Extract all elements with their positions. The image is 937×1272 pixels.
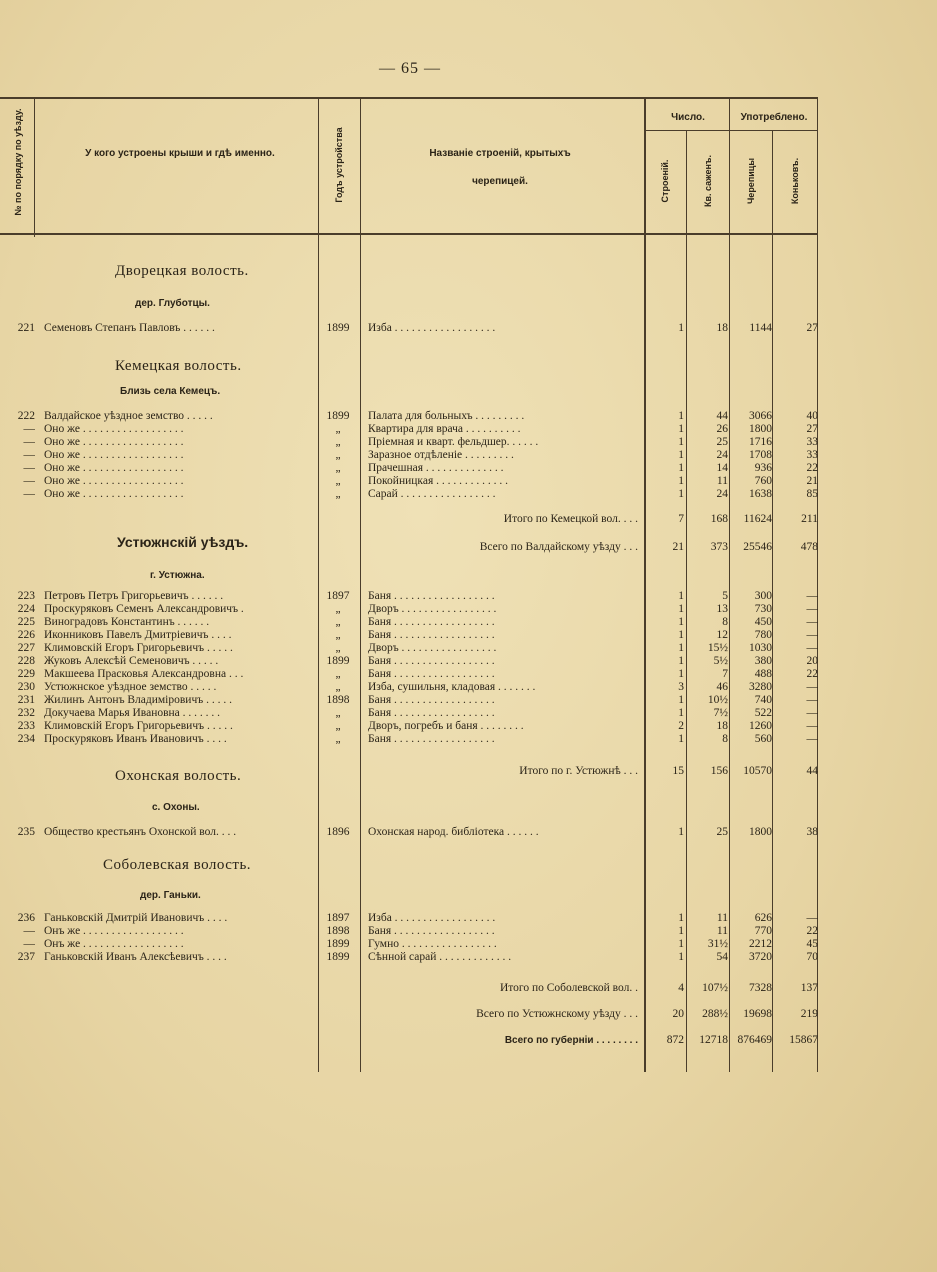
owner-cell: Макшеева Прасковья Александровна . . .: [44, 668, 244, 680]
table-row: [0, 707, 820, 720]
count-buildings-cell: 1: [678, 616, 684, 628]
total-ustyuzhna: [0, 765, 820, 778]
total-value: 156: [710, 765, 728, 777]
count-buildings-cell: 1: [678, 925, 684, 937]
year-cell: „: [335, 642, 341, 654]
owner-cell: Ганьковскій Иванъ Алексѣевичъ . . . .: [44, 951, 227, 963]
count-sazhen-cell: 7: [722, 668, 728, 680]
tiles-cell: 1708: [749, 449, 772, 461]
owner-cell: Оно же . . . . . . . . . . . . . . . . . .: [44, 475, 184, 487]
count-sazhen-cell: 24: [716, 449, 728, 461]
tiles-cell: 1638: [749, 488, 772, 500]
year-cell: 1899: [326, 410, 350, 422]
building-cell: Баня . . . . . . . . . . . . . . . . . .: [368, 590, 495, 602]
table-row: [0, 668, 820, 681]
row-number: 229: [17, 668, 35, 680]
place-glubotsy: дер. Глуботцы.: [135, 298, 210, 309]
table-top-rule: [0, 97, 818, 99]
table-row: [0, 449, 820, 462]
building-cell: Пріемная и кварт. фельдшер. . . . . .: [368, 436, 539, 448]
total-value: 25546: [743, 541, 772, 553]
year-cell: 1899: [326, 655, 350, 667]
row-number: 222: [17, 410, 35, 422]
section-sobolev: Соболевская волость.: [103, 857, 252, 873]
table-row: [0, 410, 820, 423]
row-number: 224: [17, 603, 35, 615]
year-cell: 1898: [326, 694, 350, 706]
total-label: Всего по Валдайскому уѣзду . . .: [479, 541, 638, 553]
owner-cell: Оно же . . . . . . . . . . . . . . . . . .: [44, 462, 184, 474]
group-rule: [646, 130, 817, 131]
ridge-cell: —: [806, 912, 818, 924]
year-cell: „: [335, 668, 341, 680]
ridge-cell: —: [806, 603, 818, 615]
count-sazhen-cell: 46: [716, 681, 728, 693]
row-number: —: [23, 925, 35, 937]
owner-cell: Семеновъ Степанъ Павловъ . . . . . .: [44, 322, 215, 334]
table-row: [0, 826, 820, 839]
total-value: 876469: [737, 1034, 772, 1046]
table-row: [0, 938, 820, 951]
table-row: [0, 629, 820, 642]
year-cell: „: [335, 616, 341, 628]
year-cell: „: [335, 733, 341, 745]
count-buildings-cell: 3: [678, 681, 684, 693]
year-cell: 1897: [326, 912, 350, 924]
count-sazhen-cell: 7½: [713, 707, 728, 719]
building-cell: Охонская народ. библіотека . . . . . .: [368, 826, 539, 838]
tiles-cell: 380: [754, 655, 772, 667]
count-buildings-cell: 1: [678, 410, 684, 422]
table-row: [0, 616, 820, 629]
count-buildings-cell: 1: [678, 488, 684, 500]
tiles-cell: 3280: [749, 681, 772, 693]
count-sazhen-cell: 5½: [713, 655, 728, 667]
year-cell: „: [335, 681, 341, 693]
table-row: [0, 720, 820, 733]
building-cell: Заразное отдѣленіе . . . . . . . . .: [368, 449, 514, 461]
total-value: 20: [672, 1008, 684, 1020]
count-sazhen-cell: 8: [722, 733, 728, 745]
row-number: 232: [17, 707, 35, 719]
tiles-cell: 3720: [749, 951, 772, 963]
section-ustyuzh-uezd: Устюжнскій уѣздъ.: [117, 534, 249, 550]
row-number: —: [23, 462, 35, 474]
total-label: Итого по Кемецкой вол. . . .: [503, 513, 638, 525]
col-rule: [34, 97, 35, 237]
ridge-cell: 27: [806, 423, 818, 435]
building-cell: Сарай . . . . . . . . . . . . . . . . .: [368, 488, 496, 500]
row-number: —: [23, 436, 35, 448]
building-cell: Изба, сушильня, кладовая . . . . . . .: [368, 681, 536, 693]
year-cell: 1898: [326, 925, 350, 937]
header-used-ridge: Коньковъ.: [790, 157, 800, 205]
table-row: [0, 951, 820, 964]
owner-cell: Оно же . . . . . . . . . . . . . . . . . .: [44, 488, 184, 500]
ridge-cell: 22: [806, 462, 818, 474]
ridge-cell: —: [806, 694, 818, 706]
count-buildings-cell: 2: [678, 720, 684, 732]
row-number: 234: [17, 733, 35, 745]
owner-cell: Проскуряковъ Семенъ Александровичъ .: [44, 603, 244, 615]
header-building: Названіе строеній, крытыхъ черепицей.: [429, 148, 571, 187]
table-row: [0, 423, 820, 436]
building-cell: Баня . . . . . . . . . . . . . . . . . .: [368, 925, 495, 937]
row-number: 231: [17, 694, 35, 706]
row-number: 230: [17, 681, 35, 693]
count-buildings-cell: 1: [678, 423, 684, 435]
year-cell: „: [335, 488, 341, 500]
table-row: [0, 603, 820, 616]
count-buildings-cell: 1: [678, 655, 684, 667]
section-okhon: Охонская волость.: [115, 768, 242, 784]
count-sazhen-cell: 11: [716, 475, 728, 487]
count-buildings-cell: 1: [678, 707, 684, 719]
table-row: [0, 475, 820, 488]
building-cell: Палата для больныхъ . . . . . . . . .: [368, 410, 525, 422]
tiles-cell: 1800: [749, 826, 772, 838]
ridge-cell: 21: [806, 475, 818, 487]
owner-cell: Петровъ Петръ Григорьевичъ . . . . . .: [44, 590, 224, 602]
count-buildings-cell: 1: [678, 462, 684, 474]
tiles-cell: 770: [754, 925, 772, 937]
table-row: [0, 694, 820, 707]
total-value: 44: [806, 765, 818, 777]
tiles-cell: 2212: [749, 938, 772, 950]
table-row: [0, 733, 820, 746]
table-row: [0, 436, 820, 449]
table-row: [0, 590, 820, 603]
count-sazhen-cell: 12: [716, 629, 728, 641]
ridge-cell: 27: [806, 322, 818, 334]
row-number: 226: [17, 629, 35, 641]
total-valdai: [0, 541, 820, 554]
tiles-cell: 730: [754, 603, 772, 615]
place-ustyuzhna: г. Устюжна.: [150, 570, 205, 581]
total-value: 7: [678, 513, 684, 525]
header-owner: У кого устроены крыши и гдѣ именно.: [85, 148, 275, 159]
tiles-cell: 1144: [749, 322, 772, 334]
count-sazhen-cell: 5: [722, 590, 728, 602]
header-used-group: Употреблено.: [740, 112, 808, 123]
row-number: 235: [17, 826, 35, 838]
year-cell: „: [335, 707, 341, 719]
tiles-cell: 450: [754, 616, 772, 628]
table-row: [0, 462, 820, 475]
tiles-cell: 780: [754, 629, 772, 641]
row-number: —: [23, 938, 35, 950]
building-cell: Прачешная . . . . . . . . . . . . . .: [368, 462, 504, 474]
year-cell: 1897: [326, 590, 350, 602]
row-number: 225: [17, 616, 35, 628]
year-cell: „: [335, 449, 341, 461]
building-cell: Квартира для врача . . . . . . . . . .: [368, 423, 521, 435]
row-number: 233: [17, 720, 35, 732]
tiles-cell: 1800: [749, 423, 772, 435]
ridge-cell: —: [806, 629, 818, 641]
place-ganki: дер. Ганьки.: [140, 890, 201, 901]
building-cell: Изба . . . . . . . . . . . . . . . . . .: [368, 322, 496, 334]
header-count-group: Число.: [671, 112, 705, 123]
building-cell: Баня . . . . . . . . . . . . . . . . . .: [368, 629, 495, 641]
total-province: [0, 1034, 820, 1047]
ridge-cell: —: [806, 616, 818, 628]
count-buildings-cell: 1: [678, 912, 684, 924]
owner-cell: Онъ же . . . . . . . . . . . . . . . . . .: [44, 925, 184, 937]
total-value: 137: [800, 982, 818, 994]
ridge-cell: 38: [806, 826, 818, 838]
tiles-cell: 1030: [749, 642, 772, 654]
count-sazhen-cell: 26: [716, 423, 728, 435]
tiles-cell: 488: [754, 668, 772, 680]
tiles-cell: 936: [754, 462, 772, 474]
table-row: [0, 681, 820, 694]
count-buildings-cell: 1: [678, 938, 684, 950]
tiles-cell: 626: [754, 912, 772, 924]
ridge-cell: 85: [806, 488, 818, 500]
count-buildings-cell: 1: [678, 826, 684, 838]
ridge-cell: —: [806, 733, 818, 745]
count-buildings-cell: 1: [678, 322, 684, 334]
header-count-sazhen: Кв. саженъ.: [703, 155, 713, 207]
total-kemets: [0, 513, 820, 526]
total-sobolev: [0, 982, 820, 995]
tiles-cell: 560: [754, 733, 772, 745]
row-number: 221: [17, 322, 35, 334]
place-okhony: с. Охоны.: [152, 802, 200, 813]
tiles-cell: 1716: [749, 436, 772, 448]
owner-cell: Иконниковъ Павелъ Дмитріевичъ . . . .: [44, 629, 232, 641]
header-bottom-rule: [0, 233, 818, 235]
ridge-cell: 22: [806, 925, 818, 937]
building-cell: Баня . . . . . . . . . . . . . . . . . .: [368, 707, 495, 719]
year-cell: 1899: [326, 322, 350, 334]
owner-cell: Устюжнское уѣздное земство . . . . .: [44, 681, 217, 693]
owner-cell: Докучаева Марья Ивановна . . . . . . .: [44, 707, 221, 719]
tiles-cell: 522: [754, 707, 772, 719]
total-value: 15867: [789, 1034, 818, 1046]
section-kemets: Кемецкая волость.: [115, 358, 242, 374]
owner-cell: Онъ же . . . . . . . . . . . . . . . . . .: [44, 938, 184, 950]
ridge-cell: 70: [806, 951, 818, 963]
owner-cell: Ганьковскій Дмитрій Ивановичъ . . . .: [44, 912, 228, 924]
row-number: —: [23, 449, 35, 461]
total-value: 15: [672, 765, 684, 777]
total-value: 4: [678, 982, 684, 994]
count-sazhen-cell: 18: [716, 322, 728, 334]
building-cell: Покойницкая . . . . . . . . . . . . .: [368, 475, 508, 487]
total-value: 7328: [749, 982, 772, 994]
total-value: 11624: [743, 513, 772, 525]
building-cell: Баня . . . . . . . . . . . . . . . . . .: [368, 655, 495, 667]
count-sazhen-cell: 11: [716, 925, 728, 937]
ridge-cell: 33: [806, 449, 818, 461]
owner-cell: Общество крестьянъ Охонской вол. . . .: [44, 826, 237, 838]
count-sazhen-cell: 13: [716, 603, 728, 615]
count-sazhen-cell: 44: [716, 410, 728, 422]
ridge-cell: —: [806, 642, 818, 654]
count-buildings-cell: 1: [678, 475, 684, 487]
table-row: [0, 655, 820, 668]
count-buildings-cell: 1: [678, 629, 684, 641]
row-number: —: [23, 488, 35, 500]
total-value: 478: [800, 541, 818, 553]
count-sazhen-cell: 24: [716, 488, 728, 500]
total-value: 107½: [702, 982, 728, 994]
count-sazhen-cell: 11: [716, 912, 728, 924]
count-buildings-cell: 1: [678, 694, 684, 706]
building-cell: Дворъ . . . . . . . . . . . . . . . . .: [368, 642, 497, 654]
total-value: 21: [672, 541, 684, 553]
building-cell: Баня . . . . . . . . . . . . . . . . . .: [368, 733, 495, 745]
row-number: 237: [17, 951, 35, 963]
count-buildings-cell: 1: [678, 668, 684, 680]
year-cell: „: [335, 462, 341, 474]
total-value: 10570: [743, 765, 772, 777]
year-cell: „: [335, 720, 341, 732]
tiles-cell: 3066: [749, 410, 772, 422]
table-row: [0, 912, 820, 925]
total-value: 19698: [743, 1008, 772, 1020]
total-label: Итого по Соболевской вол. .: [499, 982, 638, 994]
year-cell: 1896: [326, 826, 350, 838]
ridge-cell: 22: [806, 668, 818, 680]
building-cell: Сѣнной сарай . . . . . . . . . . . . .: [368, 951, 512, 963]
count-sazhen-cell: 8: [722, 616, 728, 628]
owner-cell: Валдайское уѣздное земство . . . . .: [44, 410, 213, 422]
owner-cell: Жилинъ Антонъ Владиміровичъ . . . . .: [44, 694, 232, 706]
owner-cell: Климовскій Егоръ Григорьевичъ . . . . .: [44, 642, 233, 654]
building-cell: Гумно . . . . . . . . . . . . . . . . .: [368, 938, 497, 950]
building-cell: Дворъ, погребъ и баня . . . . . . . .: [368, 720, 524, 732]
tiles-cell: 760: [754, 475, 772, 487]
total-value: 168: [710, 513, 728, 525]
ridge-cell: 40: [806, 410, 818, 422]
count-buildings-cell: 1: [678, 449, 684, 461]
tiles-cell: 300: [754, 590, 772, 602]
total-value: 12718: [699, 1034, 728, 1046]
owner-cell: Виноградовъ Константинъ . . . . . .: [44, 616, 210, 628]
section-dvorets: Дворецкая волость.: [115, 263, 249, 279]
row-number: —: [23, 475, 35, 487]
total-value: 211: [801, 513, 818, 525]
ridge-cell: —: [806, 590, 818, 602]
row-number: 223: [17, 590, 35, 602]
total-label: Всего по губерніи . . . . . . . .: [504, 1035, 638, 1046]
owner-cell: Оно же . . . . . . . . . . . . . . . . . .: [44, 449, 184, 461]
row-number: 227: [17, 642, 35, 654]
row-number: —: [23, 423, 35, 435]
table-row: [0, 488, 820, 501]
total-value: 373: [710, 541, 728, 553]
year-cell: 1899: [326, 938, 350, 950]
building-cell: Баня . . . . . . . . . . . . . . . . . .: [368, 668, 495, 680]
owner-cell: Оно же . . . . . . . . . . . . . . . . . .: [44, 436, 184, 448]
count-buildings-cell: 1: [678, 590, 684, 602]
row-number: 228: [17, 655, 35, 667]
table-row: [0, 642, 820, 655]
year-cell: „: [335, 475, 341, 487]
year-cell: „: [335, 629, 341, 641]
count-sazhen-cell: 10½: [707, 694, 728, 706]
count-buildings-cell: 1: [678, 603, 684, 615]
owner-cell: Оно же . . . . . . . . . . . . . . . . . .: [44, 423, 184, 435]
building-cell: Изба . . . . . . . . . . . . . . . . . .: [368, 912, 496, 924]
total-value: 219: [800, 1008, 818, 1020]
tiles-cell: 1260: [749, 720, 772, 732]
owner-cell: Климовскій Егоръ Григорьевичъ . . . . .: [44, 720, 233, 732]
count-sazhen-cell: 25: [716, 826, 728, 838]
count-sazhen-cell: 54: [716, 951, 728, 963]
place-kemets: Близь села Кемецъ.: [120, 386, 221, 397]
owner-cell: Проскуряковъ Иванъ Ивановичъ . . . .: [44, 733, 227, 745]
count-sazhen-cell: 31½: [707, 938, 728, 950]
count-buildings-cell: 1: [678, 733, 684, 745]
page-number: — 65 —: [379, 60, 441, 77]
header-year: Годъ устройства: [334, 127, 344, 203]
building-cell: Баня . . . . . . . . . . . . . . . . . .: [368, 694, 495, 706]
table-row: [0, 925, 820, 938]
total-ustyuzh-uezd: [0, 1008, 820, 1021]
count-sazhen-cell: 14: [716, 462, 728, 474]
header-used-tiles: Черепицы: [746, 157, 756, 205]
year-cell: 1899: [326, 951, 350, 963]
row-number: 236: [17, 912, 35, 924]
ridge-cell: 20: [806, 655, 818, 667]
owner-cell: Жуковъ Алексѣй Семеновичъ . . . . .: [44, 655, 219, 667]
building-cell: Дворъ . . . . . . . . . . . . . . . . .: [368, 603, 497, 615]
ridge-cell: —: [806, 681, 818, 693]
header-no: № по порядку по уѣзду.: [13, 108, 23, 216]
ridge-cell: 45: [806, 938, 818, 950]
total-value: 872: [666, 1034, 684, 1046]
year-cell: „: [335, 436, 341, 448]
total-value: 288½: [702, 1008, 728, 1020]
count-sazhen-cell: 15½: [707, 642, 728, 654]
ridge-cell: 33: [806, 436, 818, 448]
total-label: Всего по Устюжнскому уѣзду . . .: [476, 1008, 638, 1020]
building-cell: Баня . . . . . . . . . . . . . . . . . .: [368, 616, 495, 628]
header-count-buildings: Строеній.: [660, 159, 670, 203]
tiles-cell: 740: [754, 694, 772, 706]
table-row: [0, 322, 820, 335]
ridge-cell: —: [806, 707, 818, 719]
ridge-cell: —: [806, 720, 818, 732]
year-cell: „: [335, 423, 341, 435]
count-sazhen-cell: 18: [716, 720, 728, 732]
count-buildings-cell: 1: [678, 642, 684, 654]
total-label: Итого по г. Устюжнѣ . . .: [519, 765, 638, 777]
count-sazhen-cell: 25: [716, 436, 728, 448]
count-buildings-cell: 1: [678, 951, 684, 963]
year-cell: „: [335, 603, 341, 615]
count-buildings-cell: 1: [678, 436, 684, 448]
